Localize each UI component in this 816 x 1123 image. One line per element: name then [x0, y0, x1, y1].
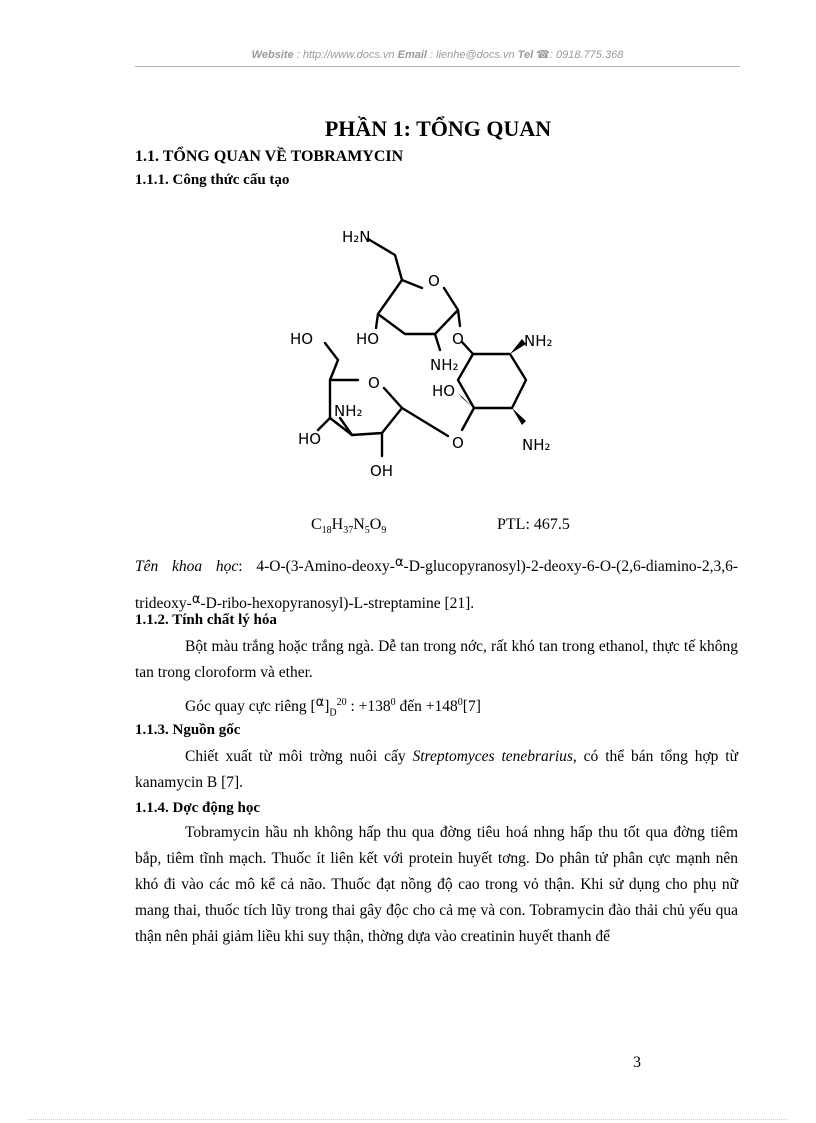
website-label: Website — [251, 49, 294, 61]
bond-o-bridge2 — [402, 408, 448, 436]
header-rule — [135, 66, 740, 67]
ring-1 — [378, 280, 458, 334]
label-ho-top: HO — [290, 330, 314, 348]
sci-label: Tên khoa học — [135, 558, 239, 575]
optical-rotation: Góc quay cực riêng $[^\alpha]_D^{20}$ : $+138^0$ đến $+148^0[7]$ — [185, 695, 481, 719]
molecular-weight: PTL: 467.5 — [497, 516, 570, 533]
label-o-ring1: O — [428, 272, 440, 290]
tel-label: Tel — [517, 49, 534, 61]
label-o-bridge2: O — [452, 434, 464, 452]
molecular-formula: $C_{18}H_{37}N_5O_9$ — [311, 516, 387, 537]
label-nh2-ring2: NH₂ — [334, 402, 363, 420]
origin-text: Chiết xuất từ môi trờng nuôi cấy Streptomyces tenebrarius, có thể bán tổng hợp từ kanamycin B [7]. — [135, 748, 738, 791]
label-oh-bottom: OH — [370, 462, 394, 480]
scientific-name: Tên khoa học: 4-O-(3-Amino-deoxy-$^\alpha$-D-glucopyranosyl)-2-deoxy-6-O-(2,6-diamino-2,3,6-trideoxy-$^\alpha$-D-ribo-hexopyranosyl)-L-streptamine [21]. — [135, 555, 738, 612]
website-url[interactable]: http://www.docs.vn — [302, 49, 395, 61]
section-heading: 1.1. TỔNG QUAN VỀ TOBRAMYCIN — [135, 148, 404, 165]
bond-ch2-1 — [368, 239, 402, 280]
page-number: 3 — [633, 1054, 641, 1071]
heading-structure: 1.1.1. Công thức cấu tạo — [135, 172, 290, 188]
bond-ho-ring1 — [376, 314, 378, 328]
bond-ch2oh — [325, 343, 338, 360]
ring-2 — [330, 360, 402, 435]
alpha-symbol-2: α — [191, 592, 201, 607]
label-ho-ring2: HO — [298, 430, 322, 448]
label-o-bridge1: O — [452, 330, 464, 348]
label-h2n: H₂N — [342, 228, 371, 246]
footer-rule — [28, 1119, 788, 1120]
bond-ho-ring2 — [318, 418, 330, 430]
phone-icon: ☎ — [536, 49, 550, 61]
alpha-symbol-1: α — [394, 555, 404, 570]
label-ho-ring1: HO — [356, 330, 380, 348]
page-header: Website : http://www.docs.vn Email : lienhe@docs.vn Tel ☎: 0918.775.368 — [251, 49, 624, 61]
label-nh2-top-right: NH₂ — [524, 332, 553, 350]
pharmacokinetics-text: Tobramycin hầu nh không hấp thu qua đờng tiêu hoá nhng hấp thu tốt qua đờng tiêm bắp, tiêm tĩnh mạch. Thuốc ít liên kết với protein huyết tơng. Do phân tử phân cực mạnh nên khó đi vào các mô kể cả não. Thuốc đạt nồng độ cao trong vỏ thận. Khi sử dụng cho phụ nữ mang thai, thuốc tích lũy trong thai gây độc cho cả mẹ và con. Tobramycin đào thải chủ yếu qua thận nên phải giảm liều khi suy thận, thờng dựa vào creatinin huyết thanh để — [135, 824, 738, 945]
label-nh2-ring1: NH₂ — [430, 356, 459, 374]
tel-number: 0918.775.368 — [556, 49, 624, 61]
email-address[interactable]: lienhe@docs.vn — [436, 49, 515, 61]
species-name: Streptomyces tenebrarius — [412, 748, 573, 765]
label-ho-mid: HO — [432, 382, 456, 400]
ring-streptamine — [458, 354, 526, 408]
wedge-nh2-bottom — [512, 408, 526, 425]
wedge-bridge2 — [462, 408, 474, 430]
label-nh2-bottom-right: NH₂ — [522, 436, 551, 454]
tobramycin-structure — [270, 218, 580, 490]
page-title: PHẦN 1: TỔNG QUAN — [324, 116, 552, 141]
email-label: Email — [397, 49, 427, 61]
properties-text: Bột màu trắng hoặc trắng ngà. Dễ tan trong nớc, rất khó tan trong ethanol, thực tế không tan trong cloroform và ether. — [135, 638, 738, 681]
heading-pharmacokinetics: 1.1.4. Dợc động học — [135, 800, 260, 816]
heading-origin: 1.1.3. Nguồn gốc — [135, 722, 241, 738]
bond-nh2-ring1 — [435, 334, 440, 350]
heading-properties: 1.1.2. Tính chất lý hóa — [135, 612, 277, 628]
bond-o-bridge1 — [458, 310, 460, 326]
label-o-ring2: O — [368, 374, 380, 392]
